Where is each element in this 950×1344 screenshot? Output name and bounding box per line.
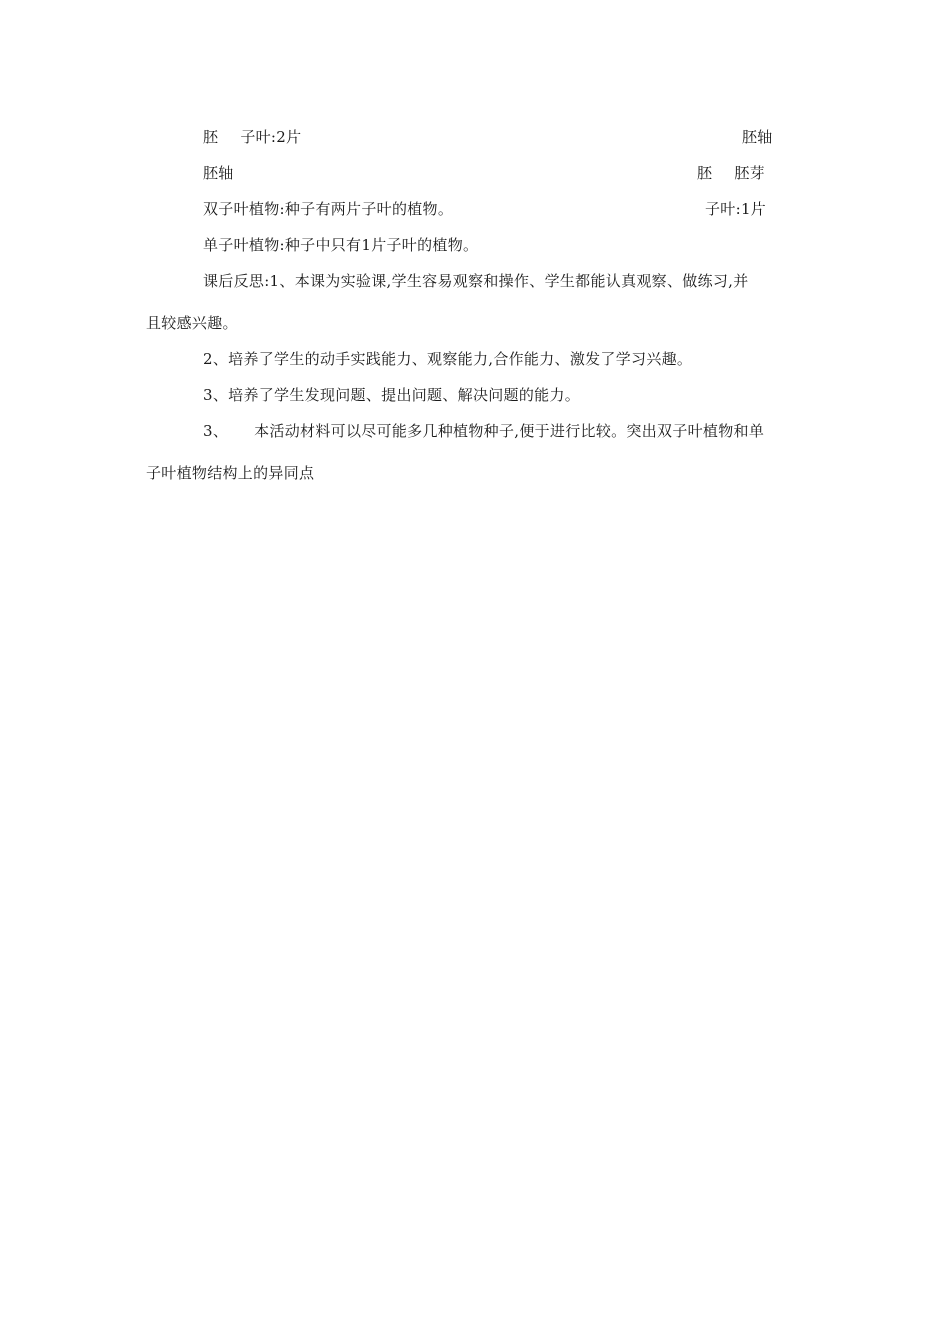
embryo-label-right: 胚 <box>697 164 713 182</box>
reflection-line-4-text: 本活动材料可以尽可能多几种植物种子,便于进行比较。突出双子叶植物和单 <box>254 422 765 440</box>
diagram-row-2-right <box>697 163 765 183</box>
dicot-definition: 双子叶植物:种子有两片子叶的植物。 <box>203 200 454 218</box>
diagram-row-1-right: 胚轴 <box>742 128 773 146</box>
reflection-line-3: 3、培养了学生发现问题、提出问题、解决问题的能力。 <box>203 386 581 404</box>
reflection-line-1: 课后反思:1、本课为实验课,学生容易观察和操作、学生都能认真观察、做练习,并 <box>203 272 749 290</box>
cotyledon-two-label: 子叶:2片 <box>240 128 302 146</box>
diagram-row-2-left: 胚轴 <box>203 164 234 182</box>
plumule-label: 胚芽 <box>734 164 765 182</box>
reflection-line-4-number: 3、 <box>203 422 229 440</box>
reflection-line-4-cont: 子叶植物结构上的异同点 <box>146 464 315 482</box>
reflection-line-4 <box>203 421 764 441</box>
monocot-definition: 单子叶植物:种子中只有1片子叶的植物。 <box>203 236 479 254</box>
diagram-row-1-left <box>203 127 301 147</box>
reflection-line-1-cont: 且较感兴趣。 <box>146 314 238 332</box>
embryo-label: 胚 <box>203 128 219 146</box>
cotyledon-one-label: 子叶:1片 <box>705 200 767 218</box>
reflection-line-2: 2、培养了学生的动手实践能力、观察能力,合作能力、激发了学习兴趣。 <box>203 350 693 368</box>
